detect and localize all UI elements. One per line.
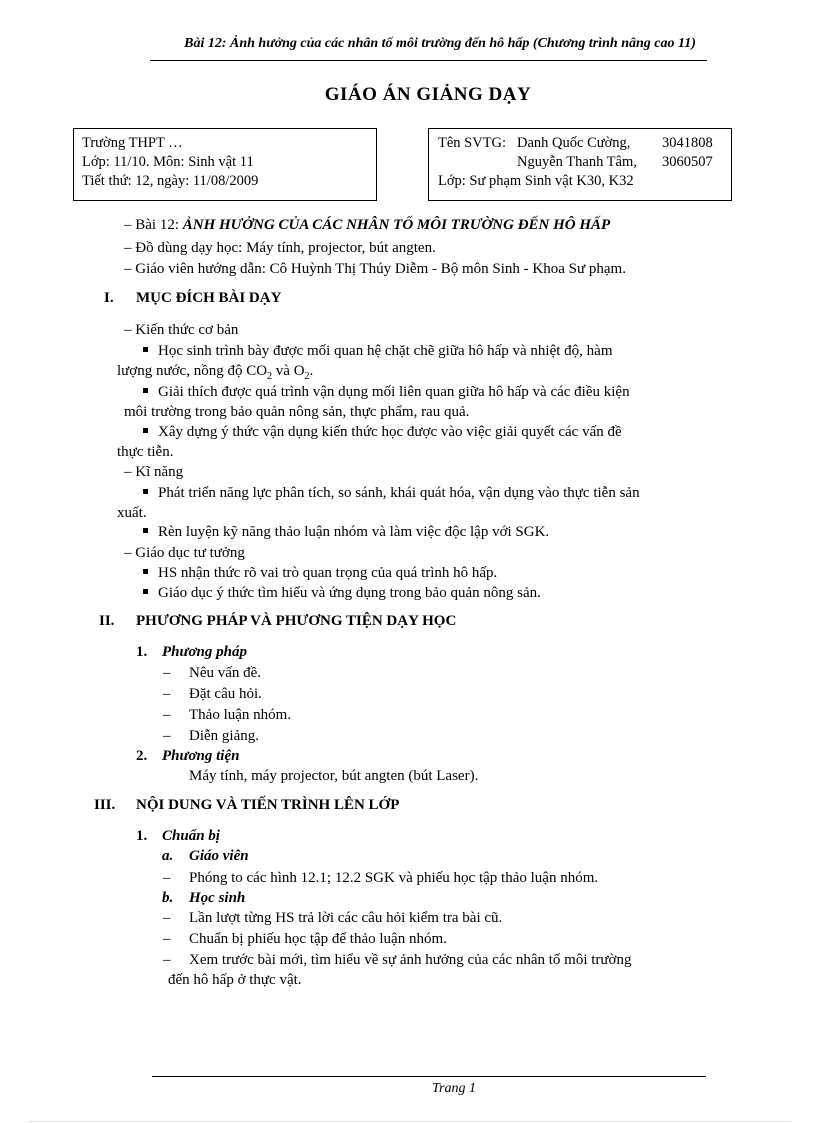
header-rule [150,60,707,61]
education-item-1 [143,565,497,582]
knowledge-item-1 [143,343,613,360]
lesson-title: ẢNH HƯỞNG CỦA CÁC NHÂN TỐ MÔI TRƯỜNG ĐẾN HÔ HẤP [182,217,611,233]
skill-item-2-text: Rèn luyện kỹ năng thảo luận nhóm và làm việc độc lập với SGK. [158,524,550,540]
section-1-title: MỤC ĐÍCH BÀI DẠY [136,290,282,306]
teaching-tools: – Đồ dùng dạy học: Máy tính, projector, bút angten. [124,240,436,256]
period-date-line: Tiết thứ: 12, ngày: 11/08/2009 [82,173,259,189]
bullet-icon [143,388,148,393]
knowledge-item-2 [143,384,630,401]
education-item-1-text: HS nhận thức rõ vai trò quan trọng của quá trình hô hấp. [158,565,498,581]
subsection-3-1-number: 1. [136,828,148,844]
student-prep-item-3: – Xem trước bài mới, tìm hiểu về sự ảnh hưởng của các nhân tố môi trường [163,952,632,968]
k1-text-b: lượng nước, nồng độ CO [117,363,268,379]
teaching-means: Máy tính, máy projector, bút angten (bút Laser). [189,768,479,784]
class-subject-line: Lớp: 11/10. Môn: Sinh vật 11 [82,154,254,170]
co2-subscript: 2 [267,371,273,382]
knowledge-item-1-text-a: Học sinh trình bày được mối quan hệ chặt chẽ giữa hô hấp và nhiệt độ, hàm [158,343,613,359]
k1-text-mid: và O [272,363,305,379]
k1-text-end: . [309,363,314,379]
student-prep-item-3-cont: đến hô hấp ở thực vật. [168,972,302,988]
running-header: Bài 12: Ảnh hưởng của các nhân tố môi trường đến hô hấp (Chương trình nâng cao 11) [184,36,696,51]
prep-a-label: a. [162,848,174,864]
student-name-2: Nguyễn Thanh Tâm, [517,154,637,170]
subsection-3-1-title: Chuẩn bị [162,828,220,844]
section-2-title: PHƯƠNG PHÁP VÀ PHƯƠNG TIỆN DẠY HỌC [136,613,457,629]
method-2-text: Đặt câu hỏi. [189,686,262,702]
bullet-icon [143,589,148,594]
knowledge-item-3 [143,424,622,441]
education-heading: – Giáo dục tư tưởng [124,545,245,561]
knowledge-item-2-cont: môi trường trong bảo quản nông sản, thực phẩm, rau quả. [124,404,470,420]
o2-subscript: 2 [304,371,310,382]
method-item-3: – Thảo luận nhóm. [163,707,292,723]
bullet-icon [143,347,148,352]
student-label: Tên SVTG: [438,135,507,151]
knowledge-item-3-text-a: Xây dựng ý thức vận dụng kiến thức học được vào việc giải quyết các vấn đề [158,424,622,440]
lesson-prefix: – Bài 12: [124,217,179,233]
bullet-icon [143,489,148,494]
lesson-line [124,217,610,234]
prep-b-title: Học sinh [189,890,246,906]
section-2-number: II. [99,613,115,629]
teacher-prep-item: – Phóng to các hình 12.1; 12.2 SGK và phiếu học tập thảo luận nhóm. [163,870,599,886]
prep-a-title: Giáo viên [189,848,249,864]
bullet-icon [143,428,148,433]
footer-rule [152,1076,706,1077]
bullet-icon [143,528,148,533]
document-title: GIÁO ÁN GIẢNG DẠY [324,84,532,105]
school-line: Trường THPT … [82,135,183,151]
guiding-teacher: – Giáo viên hướng dẫn: Cô Huỳnh Thị Thúy Diễm - Bộ môn Sinh - Khoa Sư phạm. [124,261,626,277]
skill-item-1 [143,485,640,502]
knowledge-item-2-text-a: Giải thích được quá trình vận dụng mối liên quan giữa hô hấp và các điều kiện [158,384,630,400]
method-4-text: Diễn giảng. [189,728,259,744]
student-id-1: 3041808 [662,135,713,151]
subsection-2-1-number: 1. [136,644,148,660]
skill-item-1-text-a: Phát triển năng lực phân tích, so sánh, khái quát hóa, vận dụng vào thực tiễn sản [158,485,640,501]
section-1-number: I. [104,290,114,306]
prep-b-label: b. [162,890,174,906]
knowledge-item-1-cont [117,363,313,382]
student-prep-2-text: Chuẩn bị phiếu học tập để thảo luận nhóm. [189,931,447,947]
method-1-text: Nêu vấn đề. [189,665,262,681]
student-class-line: Lớp: Sư phạm Sinh vật K30, K32 [438,173,634,189]
skills-heading: – Kĩ năng [124,464,184,480]
method-item-2: – Đặt câu hỏi. [163,686,262,702]
student-id-2: 3060507 [662,154,713,170]
subsection-2-2-title: Phương tiện [162,748,240,764]
method-3-text: Thảo luận nhóm. [189,707,292,723]
skill-item-2 [143,524,549,541]
education-item-2 [143,585,541,602]
bullet-icon [143,569,148,574]
teacher-prep-text: Phóng to các hình 12.1; 12.2 SGK và phiếu học tập thảo luận nhóm. [189,870,599,886]
method-item-1: – Nêu vấn đề. [163,665,262,681]
student-name-1: Danh Quốc Cường, [517,135,631,151]
subsection-2-2-number: 2. [136,748,148,764]
knowledge-item-3-cont: thực tiễn. [117,444,174,460]
student-prep-item-1: – Lần lượt từng HS trả lời các câu hỏi kiểm tra bài cũ. [163,910,503,926]
section-3-title: NỘI DUNG VÀ TIẾN TRÌNH LÊN LỚP [136,797,400,813]
skill-item-1-cont: xuất. [117,505,147,521]
page-number: Trang 1 [432,1081,476,1096]
page-edge-dots [30,1121,790,1122]
section-3-number: III. [94,797,116,813]
method-item-4: – Diễn giảng. [163,728,259,744]
school-info-box [73,128,377,201]
education-item-2-text: Giáo dục ý thức tìm hiểu và ứng dụng trong bảo quản nông sản. [158,585,541,601]
student-prep-item-2: – Chuẩn bị phiếu học tập để thảo luận nhóm. [163,931,447,947]
student-prep-1-text: Lần lượt từng HS trả lời các câu hỏi kiểm tra bài cũ. [189,910,503,926]
knowledge-heading: – Kiến thức cơ bản [124,322,239,338]
subsection-2-1-title: Phương pháp [162,644,247,660]
student-info-box [428,128,732,201]
student-prep-3-text-a: Xem trước bài mới, tìm hiểu về sự ảnh hưởng của các nhân tố môi trường [189,952,632,968]
